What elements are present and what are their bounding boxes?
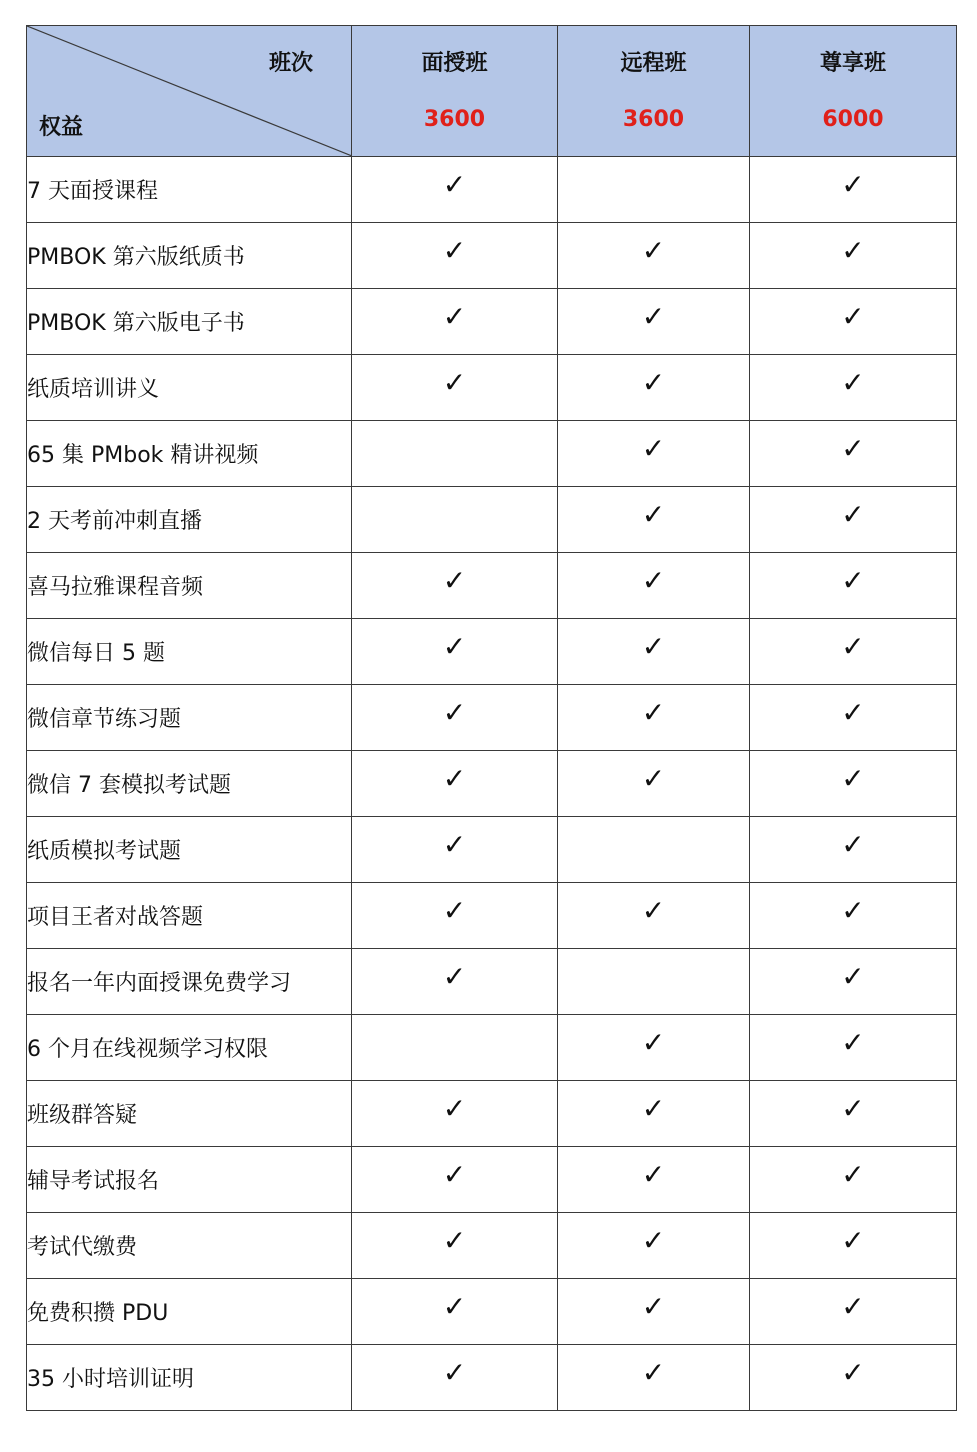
check-icon: ✓ — [841, 696, 865, 729]
table-row — [27, 883, 957, 949]
table-row — [27, 1147, 957, 1213]
benefit-label: 辅导考试报名 — [27, 1147, 352, 1213]
benefit-label: 65 集 PMbok 精讲视频 — [27, 421, 352, 487]
plan-2-cell — [750, 751, 957, 817]
plan-0-cell — [352, 883, 558, 949]
plan-header-1 — [558, 26, 750, 157]
check-icon: ✓ — [841, 168, 865, 201]
check-icon: ✓ — [641, 1092, 666, 1125]
plan-1-cell — [558, 1147, 750, 1213]
plan-1-cell — [558, 817, 750, 883]
check-icon: ✓ — [841, 366, 865, 399]
plan-1-cell — [558, 157, 750, 223]
plan-2-cell — [750, 1345, 957, 1411]
check-icon: ✓ — [442, 828, 467, 861]
benefit-label: PMBOK 第六版纸质书 — [27, 223, 352, 289]
plan-header-0 — [352, 26, 558, 157]
table-row — [27, 1345, 957, 1411]
check-icon: ✓ — [641, 1026, 666, 1059]
check-icon: ✓ — [442, 168, 467, 201]
check-icon: ✓ — [841, 762, 865, 795]
check-icon: ✓ — [841, 564, 865, 597]
plan-2-cell — [750, 157, 957, 223]
check-icon: ✓ — [641, 894, 666, 927]
table-row — [27, 421, 957, 487]
plan-1-cell — [558, 421, 750, 487]
check-icon: ✓ — [641, 1356, 666, 1389]
check-icon: ✓ — [442, 630, 467, 663]
table-row — [27, 619, 957, 685]
benefit-label: PMBOK 第六版电子书 — [27, 289, 352, 355]
check-icon: ✓ — [841, 1026, 865, 1059]
benefit-label: 微信 7 套模拟考试题 — [27, 751, 352, 817]
check-icon: ✓ — [641, 366, 666, 399]
plan-2-cell — [750, 619, 957, 685]
table-row — [27, 553, 957, 619]
plan-price: 3600 — [622, 107, 685, 132]
plan-name: 面授班 — [421, 51, 488, 76]
check-icon: ✓ — [641, 696, 666, 729]
plan-2-cell — [750, 487, 957, 553]
check-icon: ✓ — [841, 300, 865, 333]
check-icon: ✓ — [641, 762, 666, 795]
check-icon: ✓ — [442, 1290, 467, 1323]
plan-0-cell — [352, 1345, 558, 1411]
plan-1-cell — [558, 553, 750, 619]
plan-2-cell — [750, 223, 957, 289]
check-icon: ✓ — [841, 1356, 865, 1389]
plan-2-cell — [750, 421, 957, 487]
plan-1-cell — [558, 1345, 750, 1411]
table-row — [27, 1015, 957, 1081]
plan-price: 6000 — [822, 107, 884, 132]
check-icon: ✓ — [841, 1224, 865, 1257]
benefit-label: 班级群答疑 — [27, 1081, 352, 1147]
check-icon: ✓ — [442, 300, 467, 333]
corner-bottom-label: 权益 — [39, 115, 84, 140]
table-row — [27, 751, 957, 817]
check-icon: ✓ — [442, 1092, 467, 1125]
table-row — [27, 1279, 957, 1345]
plan-2-cell — [750, 883, 957, 949]
plan-1-cell — [558, 1213, 750, 1279]
check-icon: ✓ — [641, 1158, 666, 1191]
check-icon: ✓ — [841, 498, 865, 531]
check-icon: ✓ — [442, 960, 467, 993]
plan-2-cell — [750, 355, 957, 421]
benefits-table-wrap — [26, 25, 956, 1411]
plan-price: 3600 — [423, 107, 486, 132]
plan-1-cell — [558, 1279, 750, 1345]
plan-1-cell — [558, 685, 750, 751]
corner-header-cell — [27, 26, 352, 157]
plan-2-cell — [750, 949, 957, 1015]
table-row — [27, 949, 957, 1015]
check-icon: ✓ — [641, 630, 666, 663]
plan-0-cell — [352, 223, 558, 289]
plan-1-cell — [558, 949, 750, 1015]
check-icon: ✓ — [442, 1158, 467, 1191]
table-row — [27, 1213, 957, 1279]
check-icon: ✓ — [442, 696, 467, 729]
check-icon: ✓ — [641, 498, 666, 531]
plan-1-cell — [558, 619, 750, 685]
plan-0-cell — [352, 289, 558, 355]
plan-2-cell — [750, 1213, 957, 1279]
check-icon: ✓ — [841, 894, 865, 927]
corner-top-label: 班次 — [268, 51, 313, 76]
plan-0-cell — [352, 355, 558, 421]
table-row — [27, 487, 957, 553]
check-icon: ✓ — [841, 828, 865, 861]
check-icon: ✓ — [841, 630, 865, 663]
benefit-label: 纸质培训讲义 — [27, 355, 352, 421]
plan-0-cell — [352, 817, 558, 883]
table-row — [27, 157, 957, 223]
plan-0-cell — [352, 1147, 558, 1213]
plan-1-cell — [558, 1081, 750, 1147]
check-icon: ✓ — [442, 564, 467, 597]
check-icon: ✓ — [641, 564, 666, 597]
plan-2-cell — [750, 1081, 957, 1147]
plan-2-cell — [750, 1015, 957, 1081]
benefit-label: 项目王者对战答题 — [27, 883, 352, 949]
benefit-label: 报名一年内面授课免费学习 — [27, 949, 352, 1015]
table-row — [27, 223, 957, 289]
plan-2-cell — [750, 1279, 957, 1345]
plan-name: 尊享班 — [819, 51, 886, 76]
benefit-rows — [27, 157, 957, 1411]
benefit-label: 2 天考前冲刺直播 — [27, 487, 352, 553]
plan-1-cell — [558, 487, 750, 553]
table-row — [27, 1081, 957, 1147]
plan-0-cell — [352, 685, 558, 751]
benefits-table — [26, 25, 957, 1411]
plan-0-cell — [352, 1279, 558, 1345]
check-icon: ✓ — [442, 894, 467, 927]
benefit-label: 35 小时培训证明 — [27, 1345, 352, 1411]
benefit-label: 纸质模拟考试题 — [27, 817, 352, 883]
plan-0-cell — [352, 949, 558, 1015]
check-icon: ✓ — [442, 234, 467, 267]
header-row — [27, 26, 957, 157]
plan-1-cell — [558, 751, 750, 817]
table-row — [27, 817, 957, 883]
check-icon: ✓ — [442, 1356, 467, 1389]
benefit-label: 7 天面授课程 — [27, 157, 352, 223]
check-icon: ✓ — [641, 432, 666, 465]
plan-1-cell — [558, 223, 750, 289]
check-icon: ✓ — [641, 1290, 666, 1323]
check-icon: ✓ — [442, 762, 467, 795]
check-icon: ✓ — [841, 234, 865, 267]
benefit-label: 6 个月在线视频学习权限 — [27, 1015, 352, 1081]
plan-0-cell — [352, 421, 558, 487]
benefit-label: 免费积攒 PDU — [27, 1279, 352, 1345]
plan-0-cell — [352, 487, 558, 553]
table-row — [27, 355, 957, 421]
plan-2-cell — [750, 1147, 957, 1213]
plan-0-cell — [352, 1081, 558, 1147]
plan-0-cell — [352, 553, 558, 619]
plan-2-cell — [750, 817, 957, 883]
plan-0-cell — [352, 751, 558, 817]
benefit-label: 考试代缴费 — [27, 1213, 352, 1279]
check-icon: ✓ — [442, 366, 467, 399]
plan-2-cell — [750, 553, 957, 619]
plan-1-cell — [558, 883, 750, 949]
plan-0-cell — [352, 157, 558, 223]
check-icon: ✓ — [841, 1290, 865, 1323]
plan-header-2 — [750, 26, 957, 157]
check-icon: ✓ — [442, 1224, 467, 1257]
benefit-label: 微信每日 5 题 — [27, 619, 352, 685]
plan-name: 远程班 — [620, 51, 687, 76]
plan-1-cell — [558, 355, 750, 421]
plan-0-cell — [352, 1213, 558, 1279]
check-icon: ✓ — [841, 960, 865, 993]
plan-2-cell — [750, 289, 957, 355]
plan-1-cell — [558, 1015, 750, 1081]
benefit-label: 微信章节练习题 — [27, 685, 352, 751]
check-icon: ✓ — [641, 1224, 666, 1257]
check-icon: ✓ — [841, 1158, 865, 1191]
plan-1-cell — [558, 289, 750, 355]
check-icon: ✓ — [841, 1092, 865, 1125]
table-row — [27, 289, 957, 355]
check-icon: ✓ — [841, 432, 865, 465]
plan-0-cell — [352, 1015, 558, 1081]
benefit-label: 喜马拉雅课程音频 — [27, 553, 352, 619]
check-icon: ✓ — [641, 234, 666, 267]
plan-2-cell — [750, 685, 957, 751]
check-icon: ✓ — [641, 300, 666, 333]
plan-0-cell — [352, 619, 558, 685]
table-row — [27, 685, 957, 751]
